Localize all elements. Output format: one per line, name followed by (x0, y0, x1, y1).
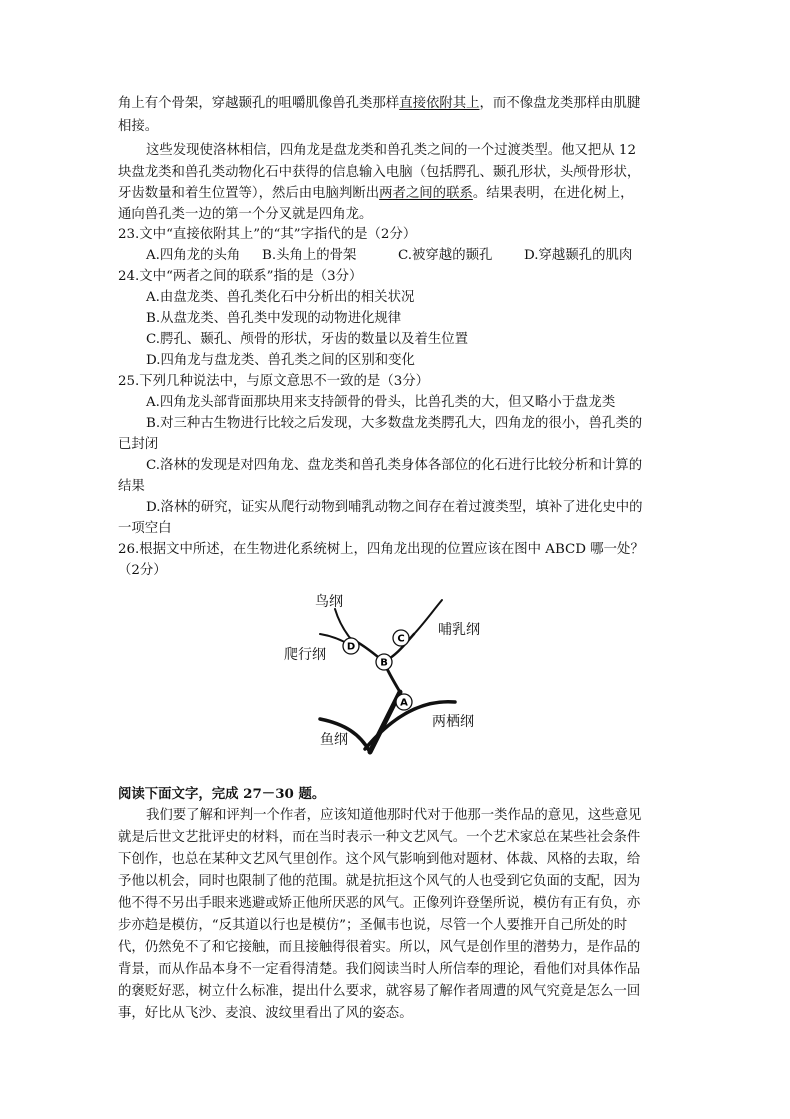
question-24-stem: 24.文中“两者之间的联系”指的是（3分） (118, 269, 363, 284)
question-24-option-c: C.腭孔、颞孔、颅骨的形状，牙齿的数量以及着生位置 (146, 332, 469, 347)
question-23-option-a: A.四角龙的头角 (146, 248, 241, 263)
svg-text:B: B (380, 657, 388, 669)
question-25-option-b-cont: 已封闭 (118, 437, 159, 452)
label-mammal: 哺乳纲 (438, 622, 480, 638)
paragraph-line: 予他以机会，同时也限制了他的范围。就是抗拒这个风气的人也受到它负面的支配，因为 (118, 874, 641, 889)
question-23-option-c: C.被穿越的颞孔 (398, 248, 493, 263)
label-reptile: 爬行纲 (284, 647, 326, 663)
question-24-option-b: B.从盘龙类、兽孔类中发现的动物进化规律 (146, 311, 402, 326)
passage-text: 牙齿数量和着生位置等），然后由电脑判断出 (118, 186, 380, 201)
label-bird: 鸟纲 (315, 594, 343, 610)
question-23-option-b: B.头角上的骨架 (262, 248, 357, 263)
question-25-option-c-cont: 结果 (118, 479, 145, 494)
passage-line: 相接。 (118, 119, 159, 134)
node-d (343, 638, 359, 654)
paragraph-line: 就是后世文艺批评史的材料，而在当时表示一种文艺风气。一个艺术家总在某些社会条件 (118, 830, 641, 845)
paragraph-line: 步亦趋是模仿，“反其道以行也是模仿”；圣佩韦也说，尽管一个人要推开自己所处的时 (118, 918, 628, 933)
question-23-option-d: D.穿越颞孔的肌肉 (524, 248, 633, 263)
label-amphibian: 两栖纲 (432, 714, 474, 730)
paragraph-line: 的褒贬好恶，树立什么标准，提出什么要求，就容易了解作者周遭的风气究竟是怎么一回 (118, 984, 641, 999)
underlined-phrase: 直接依附其上 (399, 96, 480, 111)
paragraph-line: 代，仍然免不了和它接触，而且接触得很着实。所以，风气是创作里的潜势力，是作品的 (118, 940, 641, 955)
passage-line (118, 94, 640, 114)
svg-text:D: D (346, 641, 356, 653)
question-23-stem: 23.文中“直接依附其上”的“其”字指代的是（2分） (118, 227, 417, 242)
question-25-option-a: A.四角龙头部背面那块用来支持颌骨的骨头，比兽孔类的大，但又略小于盘龙类 (146, 395, 616, 410)
passage-line (118, 184, 634, 204)
question-25-stem: 25.下列几种说法中，与原文意思不一致的是（3分） (118, 374, 430, 389)
svg-text:A: A (400, 697, 408, 709)
paragraph-line: 他不得不另出手眼来逃避或矫正他所厌恶的风气。正像列许登堡所说，模仿有正有负，亦 (118, 896, 641, 911)
passage-text: 角上有个骨架，穿越颞孔的咀嚼肌像兽孔类那样 (118, 96, 400, 111)
question-26-stem: 26.根据文中所述，在生物进化系统树上，四角龙出现的位置应该在图中 ABCD 哪一处？ (118, 542, 644, 557)
passage-line: 这些发现使洛林相信，四角龙是盘龙类和兽孔类之间的一个过渡类型。他又把从 12 (146, 143, 636, 158)
underlined-phrase: 两者之间的联系 (379, 186, 473, 201)
question-25-option-d: D.洛林的研究，证实从爬行动物到哺乳动物之间存在着过渡类型，填补了进化史中的 (146, 500, 643, 515)
paragraph-line: 下创作，也总在某种文艺风气里创作。这个风气影响到他对题材、体裁、风格的去取，给 (118, 852, 641, 867)
paragraph-line: 背景，而从作品本身不一定看得清楚。我们阅读当时人所信奉的理论，看他们对具体作品 (118, 962, 641, 977)
paragraph-line: 我们要了解和评判一个作者，应该知道他那时代对于他那一类作品的意见，这些意见 (146, 808, 642, 823)
label-fish: 鱼纲 (320, 732, 348, 748)
question-25-option-b: B.对三种古生物进行比较之后发现，大多数盘龙类腭孔大，四角龙的很小，兽孔类的 (146, 416, 643, 431)
question-24-option-d: D.四角龙与盘龙类、兽孔类之间的区别和变化 (146, 353, 415, 368)
passage-line: 通向兽孔类一边的第一个分叉就是四角龙。 (118, 207, 373, 222)
question-24-option-a: A.由盘龙类、兽孔类化石中分析出的相关状况 (146, 290, 415, 305)
question-25-option-d-cont: 一项空白 (118, 521, 172, 536)
question-26-score: （2分） (118, 563, 167, 578)
svg-text:C: C (397, 633, 405, 645)
passage-text: 。结果表明，在进化树上， (472, 186, 634, 201)
passage-line: 块盘龙类和兽孔类动物化石中获得的信息输入电脑（包括腭孔、颞孔形状，头颅骨形状， (118, 165, 641, 180)
evolution-tree-diagram (270, 584, 510, 774)
question-25-option-c: C.洛林的发现是对四角龙、盘龙类和兽孔类身体各部位的化石进行比较分析和计算的 (146, 458, 643, 473)
bird-branch (335, 609, 350, 638)
node-b (376, 654, 392, 670)
node-c (393, 630, 409, 646)
passage-text: ，而不像盘龙类那样由肌腱 (479, 96, 641, 111)
paragraph-line: 事，好比从飞沙、麦浪、波纹里看出了风的姿态。 (118, 1006, 413, 1021)
node-a (396, 694, 412, 710)
section-heading: 阅读下面文字，完成 27－30 题。 (118, 786, 326, 802)
